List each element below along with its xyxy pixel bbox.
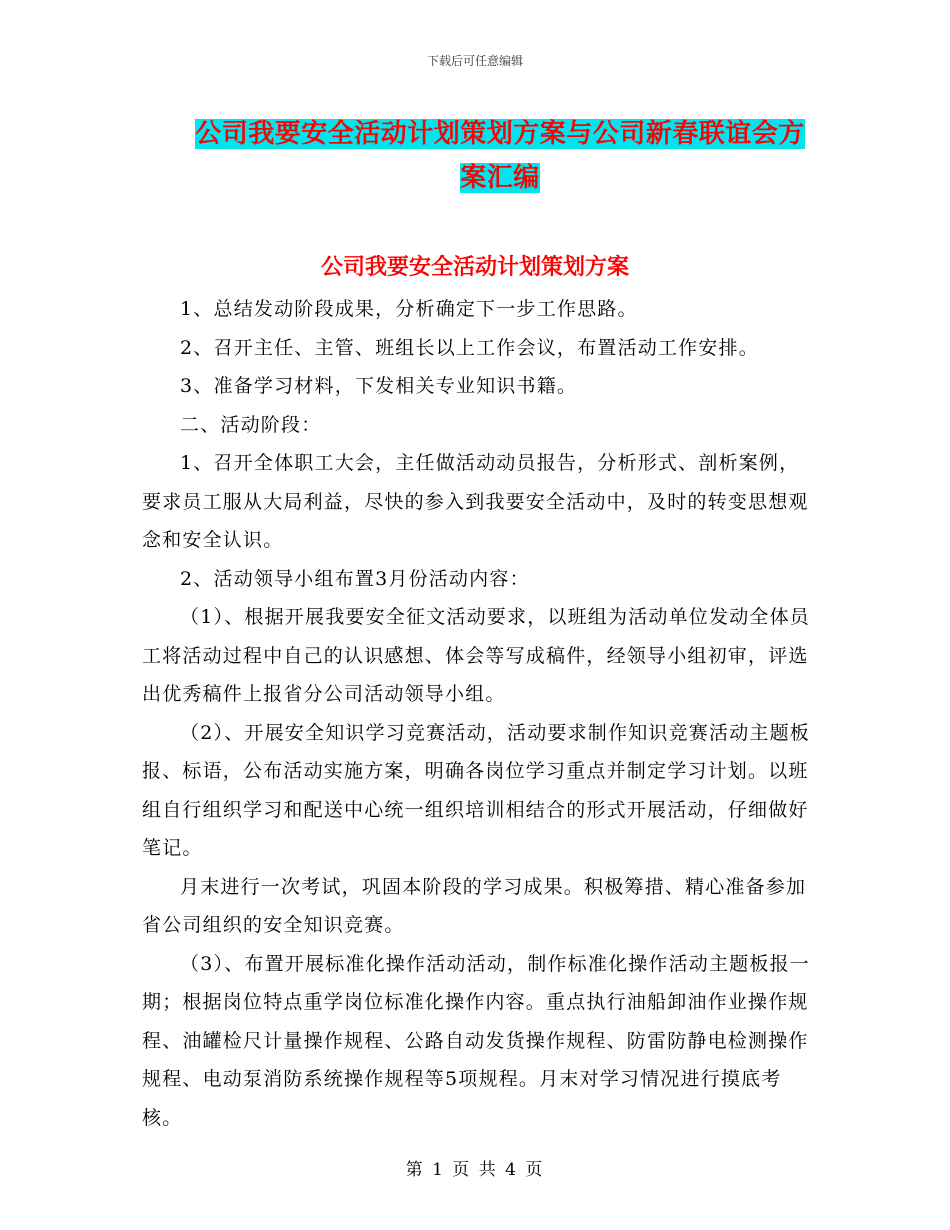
paragraph: 2、活动领导小组布置3月份活动内容： (180, 567, 530, 590)
paragraph: 二、活动阶段： (180, 413, 322, 436)
paragraph: 月末进行一次考试，巩固本阶段的学习成果。积极筹措、精心准备参加省公司组织的安全知识竞赛。 (142, 875, 807, 936)
paragraph: 1、总结发动阶段成果，分析确定下一步工作思路。 (180, 298, 638, 320)
document-title (190, 112, 810, 200)
paragraph: 2、召开主任、主管、班组长以上工作会议，布置活动工作安排。 (180, 336, 759, 359)
paragraph: （1）、根据开展我要安全征文活动要求，以班组为活动单位发动全体员工将活动过程中自己的认识感想、体会等写成稿件，经领导小组初审，评选出优秀稿件上报省分公司活动领导小组。 (142, 606, 810, 705)
document-body (142, 290, 810, 1137)
document-title-text: 公司我要安全活动计划策划方案与公司新春联谊会方案汇编 (195, 119, 805, 193)
section-title: 公司我要安全活动计划策划方案 (320, 254, 629, 280)
paragraph: （2）、开展安全知识学习竞赛活动，活动要求制作知识竞赛活动主题板报、标语，公布活动实施方案，明确各岗位学习重点并制定学习计划。以班组自行组织学习和配送中心统一组织培训相结合的形式开展活动，仔细做好笔记。 (142, 721, 810, 859)
page-number: 第 1 页 共 4 页 (405, 1160, 545, 1180)
header-note: 下载后可任意编辑 (426, 54, 523, 68)
paragraph: 3、准备学习材料，下发相关专业知识书籍。 (180, 375, 578, 397)
paragraph: （3）、布置开展标准化操作活动活动，制作标准化操作活动主题板报一期；根据岗位特点重学岗位标准化操作内容。重点执行油船卸油作业操作规程、油罐检尺计量操作规程、公路自动发货操作规程、防雷防静电检测操作规程、电动泵消防系统操作规程等5项规程。月末对学习情况进行摸底考核。 (142, 952, 810, 1129)
paragraph: 1、召开全体职工大会，主任做活动动员报告，分析形式、剖析案例，要求员工服从大局利益，尽快的参入到我要安全活动中，及时的转变思想观念和安全认识。 (142, 452, 809, 551)
